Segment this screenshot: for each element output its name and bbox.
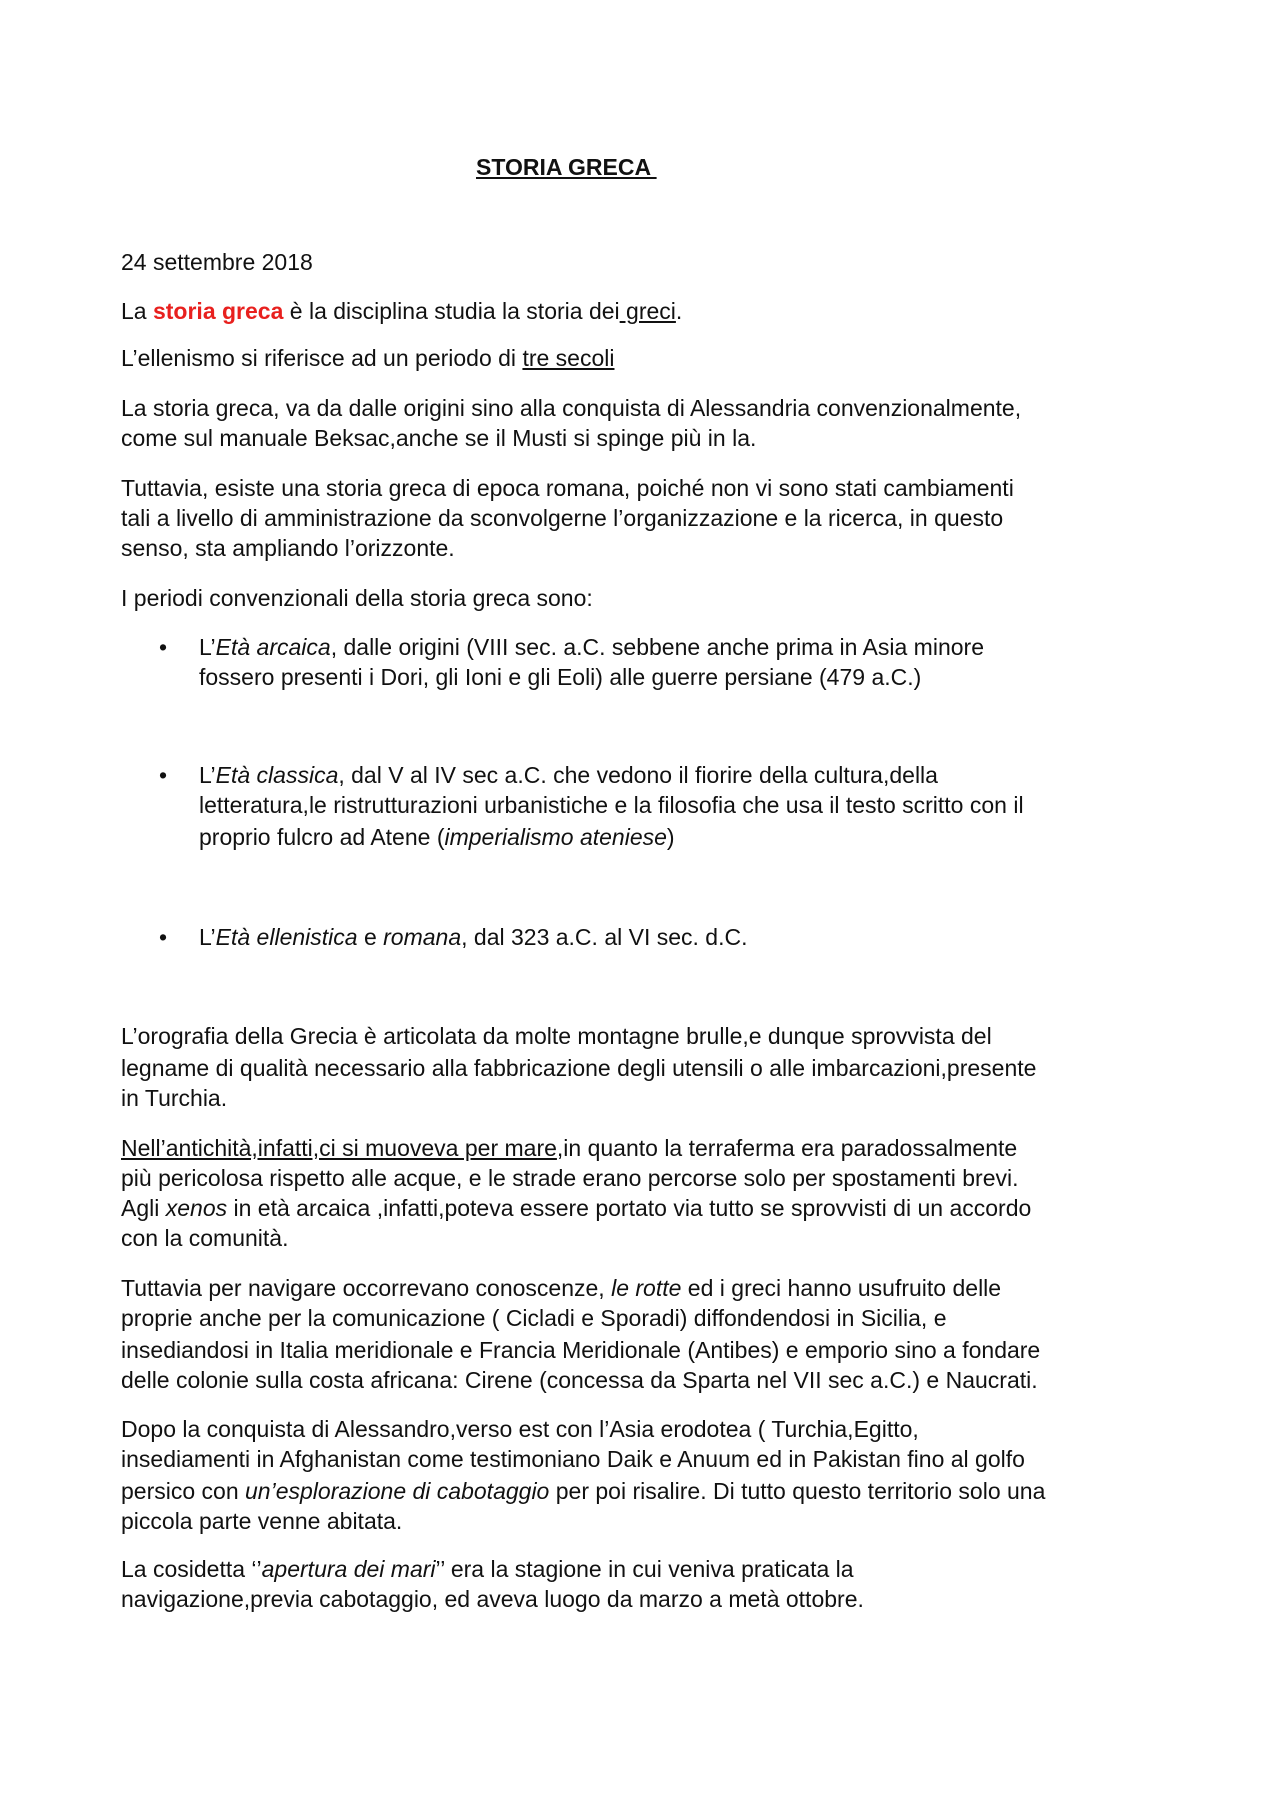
intro-paragraph: La storia greca è la disciplina studia la storia dei greci. xyxy=(121,298,683,324)
list-item: • L’Età ellenistica e romana, dal 323 a.C. al VI sec. d.C. xyxy=(159,924,748,950)
apertura-paragraph: La cosidetta ‘’apertura dei mari’’ era la stagione in cui veniva praticata la navigazione,previa cabotaggio, ed aveva luogo da marzo a metà ottobre. xyxy=(121,1556,864,1612)
periodi-intro: I periodi convenzionali della storia greca sono: xyxy=(121,585,593,611)
document-date: 24 settembre 2018 xyxy=(121,249,313,275)
ellenismo-paragraph: L’ellenismo si riferisce ad un periodo di tre secoli xyxy=(121,345,615,371)
highlight-storia-greca: storia greca xyxy=(152,298,284,324)
bullet-icon: • xyxy=(159,924,168,950)
underlined-greci: greci xyxy=(619,298,676,324)
navigare-paragraph: Tuttavia per navigare occorrevano conoscenze, le rotte ed i greci hanno usufruito delle proprie anche per la comunicazione ( Cicladi e Sporadi) diffondendosi in Sicilia, e insediandosi in Italia meridionale e Francia Meridionale (Antibes) e emporio sino a fondare delle colonie sulla costa africana: Cirene (concessa da Sparta nel VII sec a.C.) e Naucrati. xyxy=(121,1275,1041,1393)
alessandro-paragraph: Dopo la conquista di Alessandro,verso est con l’Asia erodotea ( Turchia,Egitto, insediamenti in Afghanistan come testimoniano Daik e Anuum ed in Pakistan fino al golfo persico con un’esplorazione di cabotaggio per poi risalire. Di tutto questo territorio solo una piccola parte venne abitata. xyxy=(121,1416,1046,1534)
bullet-icon: • xyxy=(159,762,168,788)
antichita-paragraph: Nell’antichità,infatti,ci si muoveva per mare,in quanto la terraferma era paradossalmente più pericolosa rispetto alle acque, e le strade erano percorse solo per spostamenti brevi. Agli xenos in età arcaica ,infatti,poteva essere portato via tutto se sprovvisti di un accordo con la comunità. xyxy=(121,1135,1032,1251)
list-item: • L’Età classica, dal V al IV sec a.C. che vedono il fiorire della cultura,della letteratura,le ristrutturazioni urbanistiche e la filosofia che usa il testo scritto con il proprio fulcro ad Atene (imperialismo ateniese) xyxy=(159,762,1024,850)
list-item: • L’Età arcaica, dalle origini (VIII sec. a.C. sebbene anche prima in Asia minore fossero presenti i Dori, gli Ioni e gli Eoli) alle guerre persiane (479 a.C.) xyxy=(159,634,984,690)
orografia-paragraph: L’orografia della Grecia è articolata da molte montagne brulle,e dunque sprovvista del legname di qualità necessario alla fabbricazione degli utensili o alle imbarcazioni,presente in Turchia. xyxy=(121,1023,1037,1111)
storia-paragraph: La storia greca, va da dalle origini sino alla conquista di Alessandria convenzionalmente, come sul manuale Beksac,anche se il Musti si spinge più in la. xyxy=(121,395,1022,451)
underlined-antichita: Nell’antichità,infatti,ci si muoveva per mare xyxy=(121,1135,557,1161)
bullet-icon: • xyxy=(159,634,168,660)
document-title: STORIA GRECA xyxy=(476,154,657,180)
underlined-tre-secoli: tre secoli xyxy=(522,345,615,371)
tuttavia-paragraph: Tuttavia, esiste una storia greca di epoca romana, poiché non vi sono stati cambiamenti tali a livello di amministrazione da sconvolgerne l’organizzazione e la ricerca, in questo senso, sta ampliando l’orizzonte. xyxy=(121,475,1014,561)
